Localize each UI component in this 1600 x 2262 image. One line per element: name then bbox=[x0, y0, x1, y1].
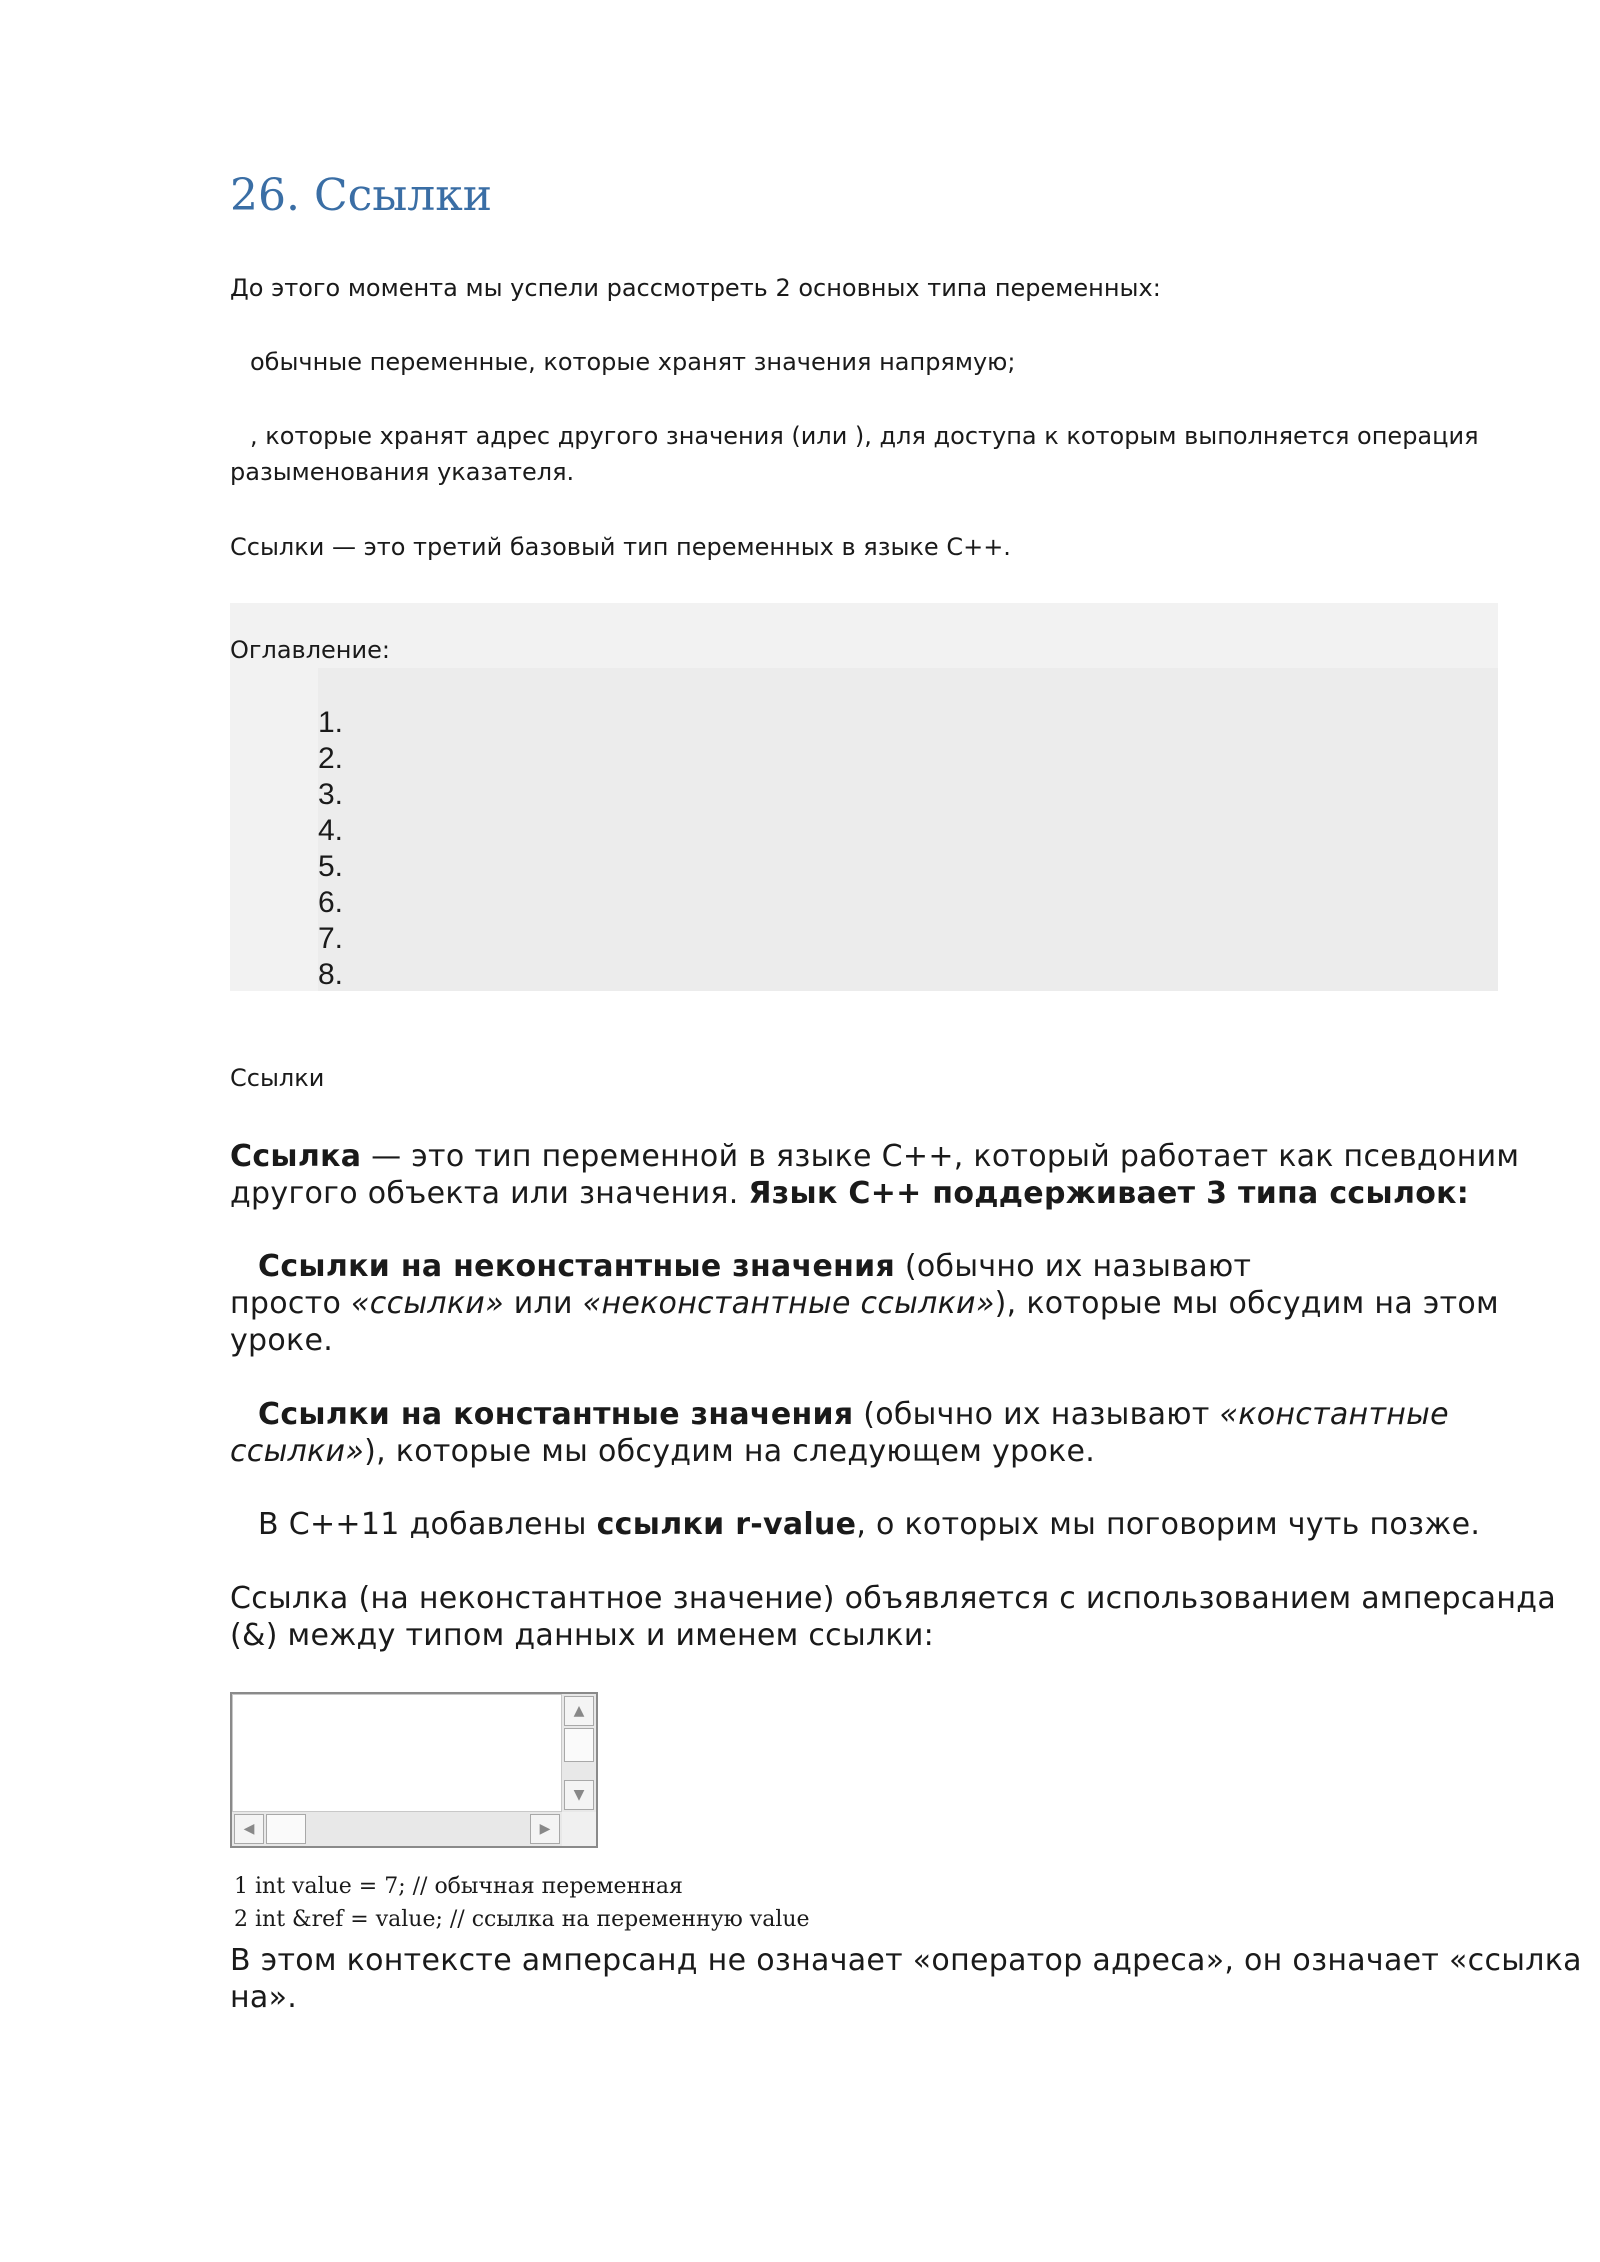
intro-text: До этого момента мы успели рассмотреть 2 основных типа переменных: bbox=[230, 274, 1161, 302]
declaration-line1: Ссылка (на неконстантное значение) объявляется с использованием амперсанда bbox=[230, 1581, 1556, 1616]
toc-item[interactable]: 2. bbox=[318, 742, 344, 775]
item-nonconst-text: ), которые мы обсудим на этом bbox=[994, 1286, 1499, 1321]
page-title: 26. Ссылки bbox=[230, 170, 493, 221]
scrollbar-corner bbox=[562, 1812, 596, 1846]
item-nonconst-text: (обычно их называют bbox=[895, 1249, 1252, 1284]
toc-item[interactable]: 4. bbox=[318, 814, 344, 847]
code-block bbox=[234, 1870, 810, 1936]
item-const-line2 bbox=[230, 1433, 1095, 1470]
item-const-italic: ссылки» bbox=[230, 1434, 365, 1469]
item-nonconst-text: просто bbox=[230, 1286, 351, 1321]
definition-bold: Язык C++ поддерживает 3 типа ссылок: bbox=[748, 1176, 1470, 1211]
declaration-line2: (&) между типом данных и именем ссылки: bbox=[230, 1618, 935, 1653]
item-rvalue bbox=[258, 1506, 1480, 1543]
vertical-scroll-thumb[interactable] bbox=[564, 1728, 594, 1762]
item-nonconst-line3: уроке. bbox=[230, 1323, 334, 1358]
item-nonconst-text: или bbox=[503, 1286, 583, 1321]
scroll-down-button[interactable]: ▼ bbox=[564, 1780, 594, 1810]
definition-text: другого объекта или значения. bbox=[230, 1176, 749, 1211]
item-const-text: ), которые мы обсудим на следующем уроке. bbox=[364, 1434, 1096, 1469]
toc-item[interactable]: 3. bbox=[318, 778, 344, 811]
bullet-pointers-line1: , которые хранят адрес другого значения (или ), для доступа к которым выполняется операция bbox=[250, 422, 1479, 450]
item-const-line1 bbox=[258, 1396, 1449, 1433]
bullet-pointers-line2: разыменования указателя. bbox=[230, 458, 575, 486]
third-type-text: Ссылки — это третий базовый тип переменных в языке C++. bbox=[230, 533, 1011, 561]
item-nonconst-line2 bbox=[230, 1285, 1499, 1322]
toc-list bbox=[318, 705, 343, 993]
toc-item[interactable]: 1. bbox=[318, 706, 344, 739]
horizontal-scroll-thumb[interactable] bbox=[266, 1814, 306, 1844]
toc-title: Оглавление: bbox=[230, 636, 390, 664]
toc-item[interactable]: 5. bbox=[318, 850, 344, 883]
item-nonconst-italic: «неконстантные ссылки» bbox=[582, 1286, 995, 1321]
item-nonconst-line1 bbox=[258, 1248, 1251, 1285]
scroll-right-button[interactable]: ▶ bbox=[530, 1814, 560, 1844]
section-heading: Ссылки bbox=[230, 1064, 325, 1092]
definition-term: Ссылка bbox=[230, 1139, 362, 1174]
definition-text: — это тип переменной в языке C++, который работает как псевдоним bbox=[361, 1139, 1520, 1174]
context-line1: В этом контексте амперсанд не означает «оператор адреса», он означает «ссылка bbox=[230, 1943, 1582, 1978]
code-line: 1 int value = 7; // обычная переменная bbox=[234, 1874, 683, 1899]
item-const-bold: Ссылки на константные значения bbox=[258, 1397, 854, 1432]
scroll-left-button[interactable]: ◀ bbox=[234, 1814, 264, 1844]
item-nonconst-bold: Ссылки на неконстантные значения bbox=[258, 1249, 896, 1284]
item-rvalue-bold: ссылки r-value bbox=[596, 1507, 857, 1542]
item-const-italic: «константные bbox=[1219, 1397, 1449, 1432]
item-rvalue-text: , о которых мы поговорим чуть позже. bbox=[856, 1507, 1481, 1542]
item-const-text: (обычно их называют bbox=[853, 1397, 1220, 1432]
item-nonconst-italic: «ссылки» bbox=[350, 1286, 504, 1321]
scroll-up-button[interactable]: ▲ bbox=[564, 1696, 594, 1726]
vertical-scrollbar[interactable] bbox=[561, 1694, 596, 1812]
definition-line1 bbox=[230, 1138, 1519, 1175]
bullet-regular-variables: обычные переменные, которые хранят значения напрямую; bbox=[250, 348, 1016, 376]
horizontal-scrollbar[interactable] bbox=[232, 1811, 562, 1846]
code-viewer[interactable] bbox=[230, 1692, 598, 1848]
toc-item[interactable]: 7. bbox=[318, 922, 344, 955]
context-line2: на». bbox=[230, 1980, 298, 2015]
toc-item[interactable]: 8. bbox=[318, 958, 344, 991]
code-line: 2 int &ref = value; // ссылка на переменную value bbox=[234, 1907, 810, 1932]
definition-line2 bbox=[230, 1175, 1469, 1212]
item-rvalue-text: В C++11 добавлены bbox=[258, 1507, 597, 1542]
toc-item[interactable]: 6. bbox=[318, 886, 344, 919]
toc-inner-panel bbox=[318, 668, 1498, 991]
